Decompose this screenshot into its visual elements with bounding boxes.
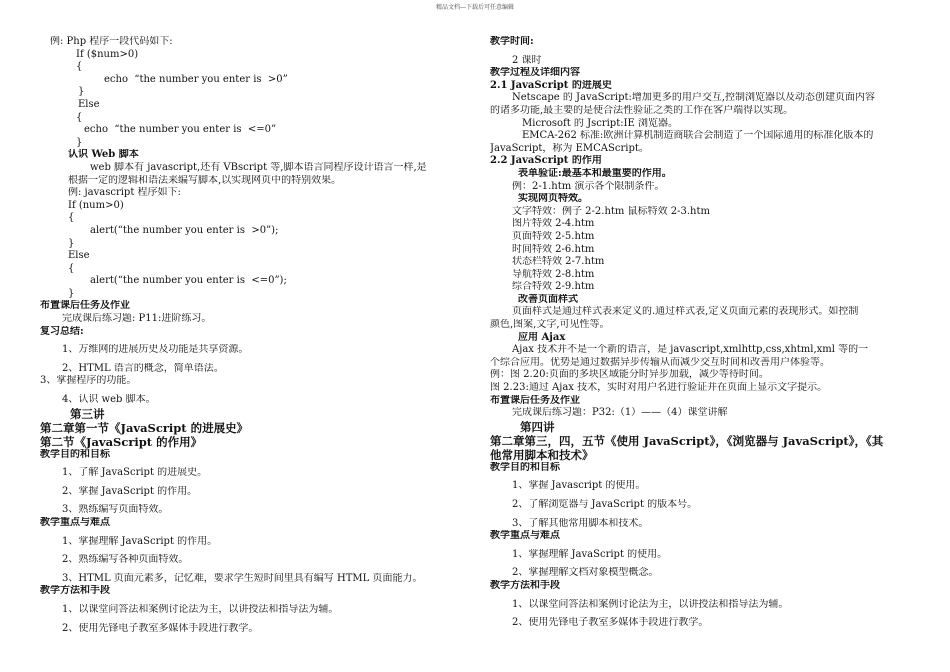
- section-heading: 教学过程及详细内容: [490, 67, 580, 79]
- text-line: 1、掌握理解 JavaScript 的使用。: [512, 548, 668, 560]
- text-line: 状态栏特效 2-7.htm: [512, 256, 605, 268]
- text-line: 1、了解 JavaScript 的进展史。: [62, 467, 208, 479]
- text-line: {: [68, 212, 75, 224]
- text-line: 例: javascript 程序如下:: [68, 187, 181, 199]
- text-line: {: [76, 111, 83, 123]
- text-line: Else: [68, 250, 90, 262]
- text-line: 页面特效 2-5.htm: [512, 230, 595, 242]
- section-heading: 表单验证:最基本和最重要的作用。: [518, 167, 672, 179]
- section-heading: 认识 Web 脚本: [68, 149, 139, 161]
- text-line: Netscape 的 JavaScript:增加更多的用户交互,控制浏览器以及动态创建页面内容: [512, 92, 876, 104]
- section-heading: 他常用脚本和技术》: [490, 447, 594, 462]
- section-heading: 第二章第一节《JavaScript 的进展史》: [40, 420, 249, 435]
- text-line: 1、掌握理解 JavaScript 的作用。: [62, 535, 218, 547]
- section-heading: 应用 Ajax: [518, 331, 566, 343]
- text-line: 2、熟练编写各种页面特效。: [62, 554, 189, 566]
- text-line: 综合特效 2-9.htm: [512, 281, 595, 293]
- text-line: 图片特效 2-4.htm: [512, 218, 595, 230]
- text-line: }: [78, 86, 85, 98]
- text-line: 页面样式是通过样式表来定义的.通过样式表,定义页面元素的表现形式。如控制: [512, 306, 859, 318]
- text-line: If (num>0): [68, 199, 124, 211]
- section-heading: 布置课后任务及作业: [40, 300, 130, 312]
- text-line: 2、掌握理解文档对象模型概念。: [512, 567, 659, 579]
- text-line: 3、熟练编写页面特效。: [62, 504, 169, 516]
- section-heading: 教学目的和目标: [490, 461, 560, 473]
- text-line: 4、认识 web 脚本。: [62, 394, 156, 406]
- section-heading: 第四讲: [520, 419, 555, 434]
- text-line: 1、以课堂问答法和案例讨论法为主，以讲授法和指导法为辅。: [62, 603, 339, 615]
- text-line: 3、掌握程序的功能。: [40, 375, 137, 387]
- text-line: web 脚本有 javascript,还有 VBscript 等,脚本语言同程序设计语言一样,是: [90, 161, 427, 173]
- text-line: echo “the number you enter is >0”: [104, 73, 288, 85]
- text-line: 2、使用先锋电子教室多媒体手段进行教学。: [512, 617, 709, 629]
- text-line: 完成课后练习题: P11:进阶练习。: [62, 313, 212, 325]
- text-line: alert(“the number you enter is >0”);: [90, 224, 279, 236]
- text-line: 个综合应用。优势是通过数据异步传输从而减少交互时间和改善用户体验等。: [490, 356, 830, 368]
- text-line: Else: [78, 98, 100, 110]
- section-heading: 2.2 JavaScript 的作用: [490, 155, 602, 167]
- text-line: 根据一定的逻辑和语法来编写脚本,以实现网页中的特别效果。: [68, 174, 342, 186]
- section-heading: 教学目的和目标: [40, 448, 110, 460]
- text-line: 2、了解浏览器与 JavaScript 的版本号。: [512, 499, 698, 510]
- text-line: 例：2-1.htm 演示各个限制条件。: [512, 180, 665, 192]
- text-line: 的诸多功能,最主要的是使合法性验证之类的工作在客户端得以实现。: [490, 104, 794, 116]
- text-line: 3、HTML 页面元素多，记忆难，要求学生短时间里具有编写 HTML 页面能力。: [62, 572, 423, 584]
- text-line: EMCA-262 标准:欧洲计算机制造商联合会制造了一个国际通用的标准化版本的: [522, 130, 874, 142]
- text-line: echo “the number you enter is <=0”: [84, 124, 277, 136]
- text-line: }: [68, 237, 75, 249]
- page-header: 精品文档---下载后可任意编辑: [435, 4, 515, 11]
- text-line: 颜色,图案,文字,可见性等。: [490, 319, 610, 331]
- text-line: {: [68, 262, 75, 274]
- section-heading: 第二章第三，四，五节《使用 JavaScript》，《浏览器与 JavaScript》，《其: [490, 433, 884, 448]
- section-heading: 教学重点与难点: [490, 530, 560, 542]
- text-line: 例: Php 程序一段代码如下:: [50, 36, 173, 47]
- text-line: 完成课后练习题：P32:（1）——（4）课堂讲解: [512, 407, 728, 419]
- section-heading: 复习总结:: [40, 325, 84, 337]
- text-line: {: [76, 61, 83, 73]
- text-line: 2、HTML 语言的概念，简单语法。: [62, 362, 224, 374]
- section-heading: 第三讲: [70, 406, 105, 421]
- right-column: [490, 36, 910, 630]
- section-heading: 布置课后任务及作业: [490, 394, 580, 406]
- section-heading: 教学重点与难点: [40, 517, 110, 528]
- text-line: alert(“the number you enter is <=0”);: [90, 275, 287, 287]
- section-heading: 教学方法和手段: [40, 585, 110, 597]
- text-line: 1、万维网的进展历史及功能是共享资源。: [62, 344, 249, 356]
- text-line: 1、以课堂问答法和案例讨论法为主，以讲授法和指导法为辅。: [512, 598, 789, 610]
- text-line: 2 课时: [512, 54, 542, 66]
- text-line: 1、掌握 Javascript 的使用。: [512, 480, 646, 492]
- section-heading: 改善页面样式: [518, 293, 578, 305]
- text-line: 2、使用先锋电子教室多媒体手段进行教学。: [62, 622, 259, 634]
- section-heading: 第二节《JavaScript 的作用》: [40, 434, 203, 449]
- left-column: [40, 36, 480, 635]
- text-line: 2、掌握 JavaScript 的作用。: [62, 485, 198, 497]
- text-line: Microsoft 的 Jscript:IE 浏览器。: [522, 117, 679, 129]
- text-line: 导航特效 2-8.htm: [512, 268, 595, 280]
- section-heading: 实现网页特效。: [518, 193, 588, 205]
- text-line: }: [76, 136, 83, 148]
- section-heading: 教学时间:: [490, 36, 534, 47]
- section-heading: 2.1 JavaScript 的进展史: [490, 79, 612, 91]
- text-line: Ajax 技术并不是一个新的语言，是 javascript,xmlhttp,css,xhtml,xml 等的一: [512, 344, 869, 356]
- text-line: 时间特效 2-6.htm: [512, 243, 595, 255]
- text-line: JavaScript，称为 EMCAScript。: [490, 142, 649, 154]
- text-line: }: [68, 287, 75, 299]
- section-heading: 教学方法和手段: [490, 579, 560, 591]
- text-line: 文字特效：例子 2-2.htm 鼠标特效 2-3.htm: [512, 205, 710, 217]
- text-line: 图 2.23:通过 Ajax 技术，实时对用户名进行验证并在页面上显示文字提示。: [490, 382, 828, 394]
- text-line: 例：图 2.20:页面的多块区域能分时异步加载，减少等待时间。: [490, 369, 769, 381]
- text-line: If ($num>0): [76, 48, 139, 60]
- text-line: 3、了解其他常用脚本和技术。: [512, 517, 649, 529]
